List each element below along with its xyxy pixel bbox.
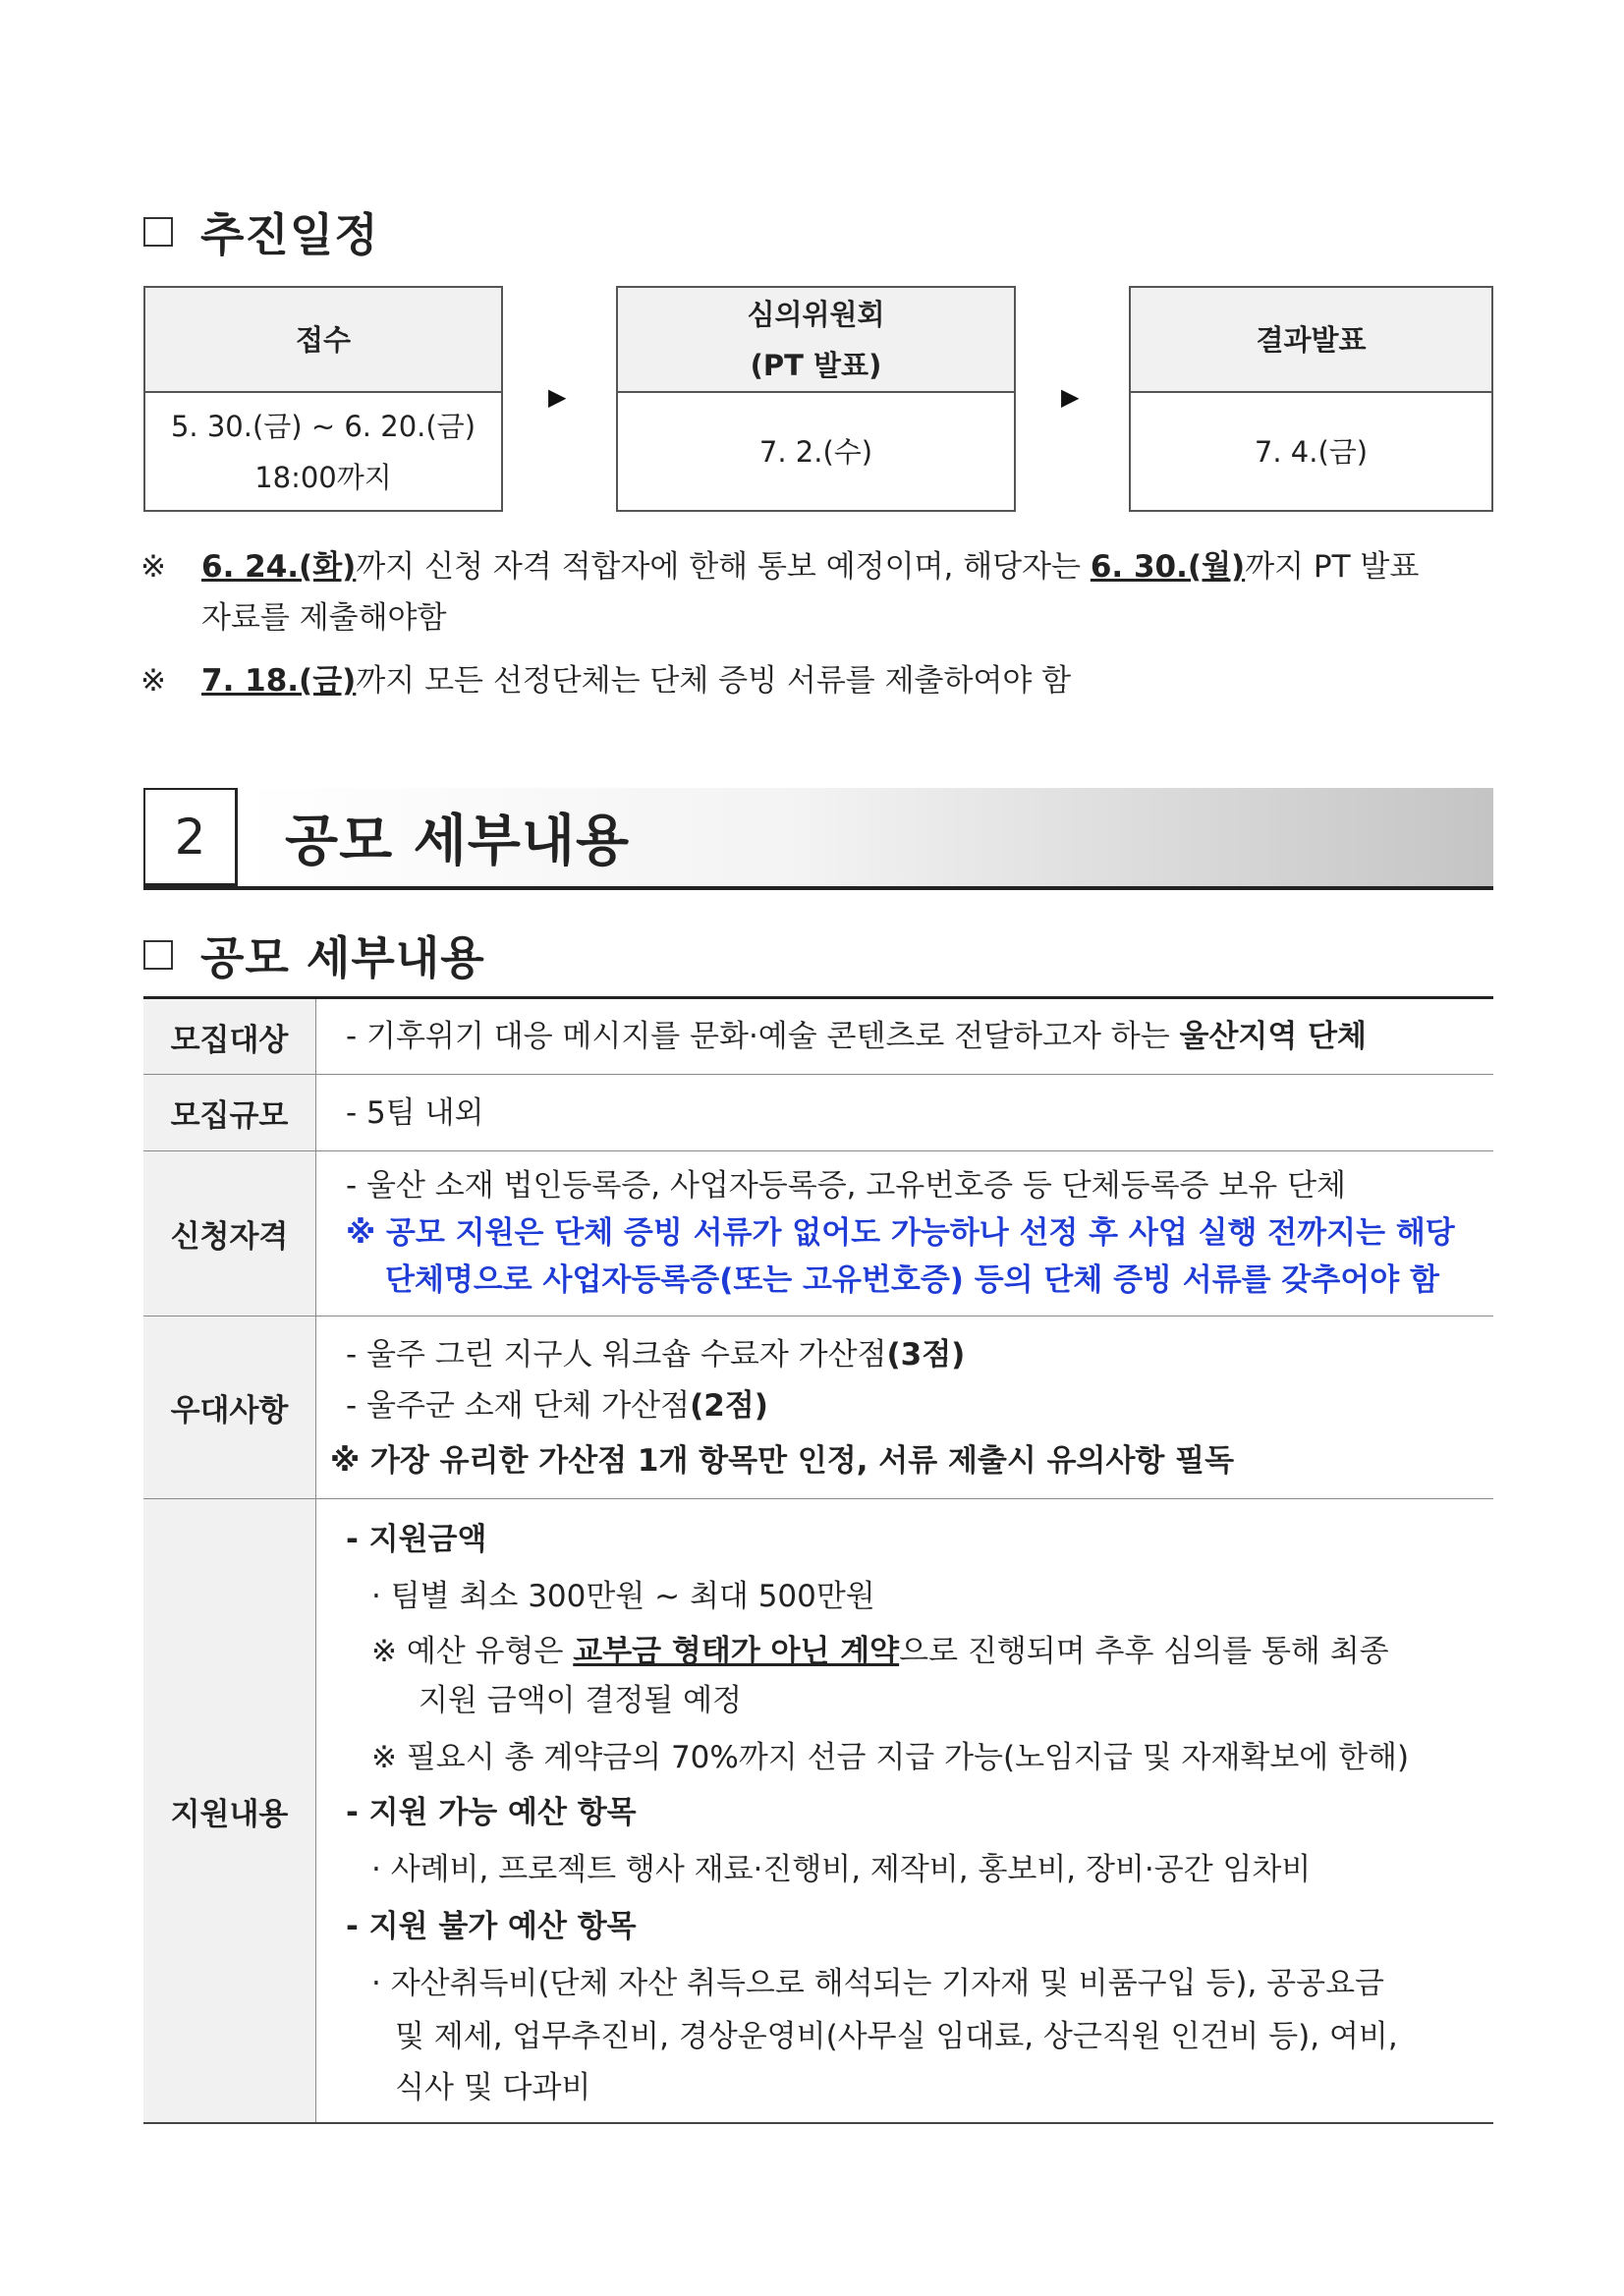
table-row-target: 모집대상 - 기후위기 대응 메시지를 문화·예술 콘텐츠로 전달하고자 하는 울산지역 단체 (143, 996, 1493, 1075)
row-label: 우대사항 (143, 1316, 316, 1498)
details-heading (143, 923, 485, 987)
section-banner-title: 공모 세부내용 (285, 810, 631, 873)
table-row-eligibility: 신청자격 - 울산 소재 법인등록증, 사업자등록증, 고유번호증 등 단체등록증 보유 단체 ※ 공모 지원은 단체 증빙 서류가 없어도 가능하나 선정 후 사업 실행 전까지는 해당 단체명으로 사업자등록증(또는 고유번호증) 등의 단체 증빙 서류를 갖추어야 함 (143, 1151, 1493, 1316)
section-number: 2 (143, 788, 238, 886)
table-row-support: 지원내용 - 지원금액 · 팀별 최소 300만원 ~ 최대 500만원 ※ 예산 유형은 교부금 형태가 아닌 계약으로 진행되며 추후 심의를 통해 최종 지원 금액이 결정될 예정 ※ 필요시 총 계약금의 70%까지 선금 지급 가능(노임지급 및 자재확보에 한해) - 지원 가능 예산 항목 · 사례비, 프로젝트 행사 재료·진행비, 제작비, 홍보비, 장비·공간 임차비 - 지원 불가 예산 항목 · 자산취득비(단체 자산 취득으로 해석되는 기자재 및 비품구입 등), 공공요금 및 제세, 업무추진비, 경상운영비(사무실 임대료, 상근직원 인건비 등), 여비, 식사 및 다과비 (143, 1499, 1493, 2124)
row-label: 모집대상 (143, 999, 316, 1074)
arrow-right-icon: ▶ (1061, 383, 1080, 411)
schedule-note-1: ※ 6. 24.(화)까지 신청 자격 적합자에 한해 통보 예정이며, 해당자는 6. 30.(월)까지 PT 발표 자료를 제출해야함 (140, 549, 1420, 636)
schedule-note-2: ※ 7. 18.(금)까지 모든 선정단체는 단체 증빙 서류를 제출하여야 함 (140, 663, 1072, 699)
step-head: 결과발표 (1131, 288, 1491, 393)
step-body: 7. 2.(수) (758, 434, 873, 469)
table-row-scale: 모집규모 - 5팀 내외 (143, 1075, 1493, 1151)
arrow-right-icon: ▶ (548, 383, 567, 411)
schedule-heading (143, 199, 379, 264)
schedule-step-reception (143, 286, 503, 512)
step-body: 5. 30.(금) ~ 6. 20.(금) 18:00까지 (170, 409, 476, 494)
details-title: 공모 세부내용 (200, 931, 485, 984)
schedule-step-result (1129, 286, 1493, 512)
schedule-step-review (616, 286, 1016, 512)
checkbox-icon (143, 940, 173, 970)
step-body: 7. 4.(금) (1254, 434, 1369, 469)
schedule-title: 추진일정 (200, 208, 379, 261)
row-label: 신청자격 (143, 1151, 316, 1316)
checkbox-icon (143, 217, 173, 247)
row-label: 모집규모 (143, 1075, 316, 1150)
row-label: 지원내용 (143, 1499, 316, 2122)
step-head: 접수 (145, 288, 501, 393)
step-head: 심의위원회 (PT 발표) (618, 288, 1014, 393)
section-banner (143, 788, 1493, 890)
details-table (143, 996, 1493, 2124)
table-row-preference: 우대사항 - 울주 그린 지구人 워크숍 수료자 가산점(3점) - 울주군 소재 단체 가산점(2점) ※ 가장 유리한 가산점 1개 항목만 인정, 서류 제출시 유의사항 필독 (143, 1316, 1493, 1499)
